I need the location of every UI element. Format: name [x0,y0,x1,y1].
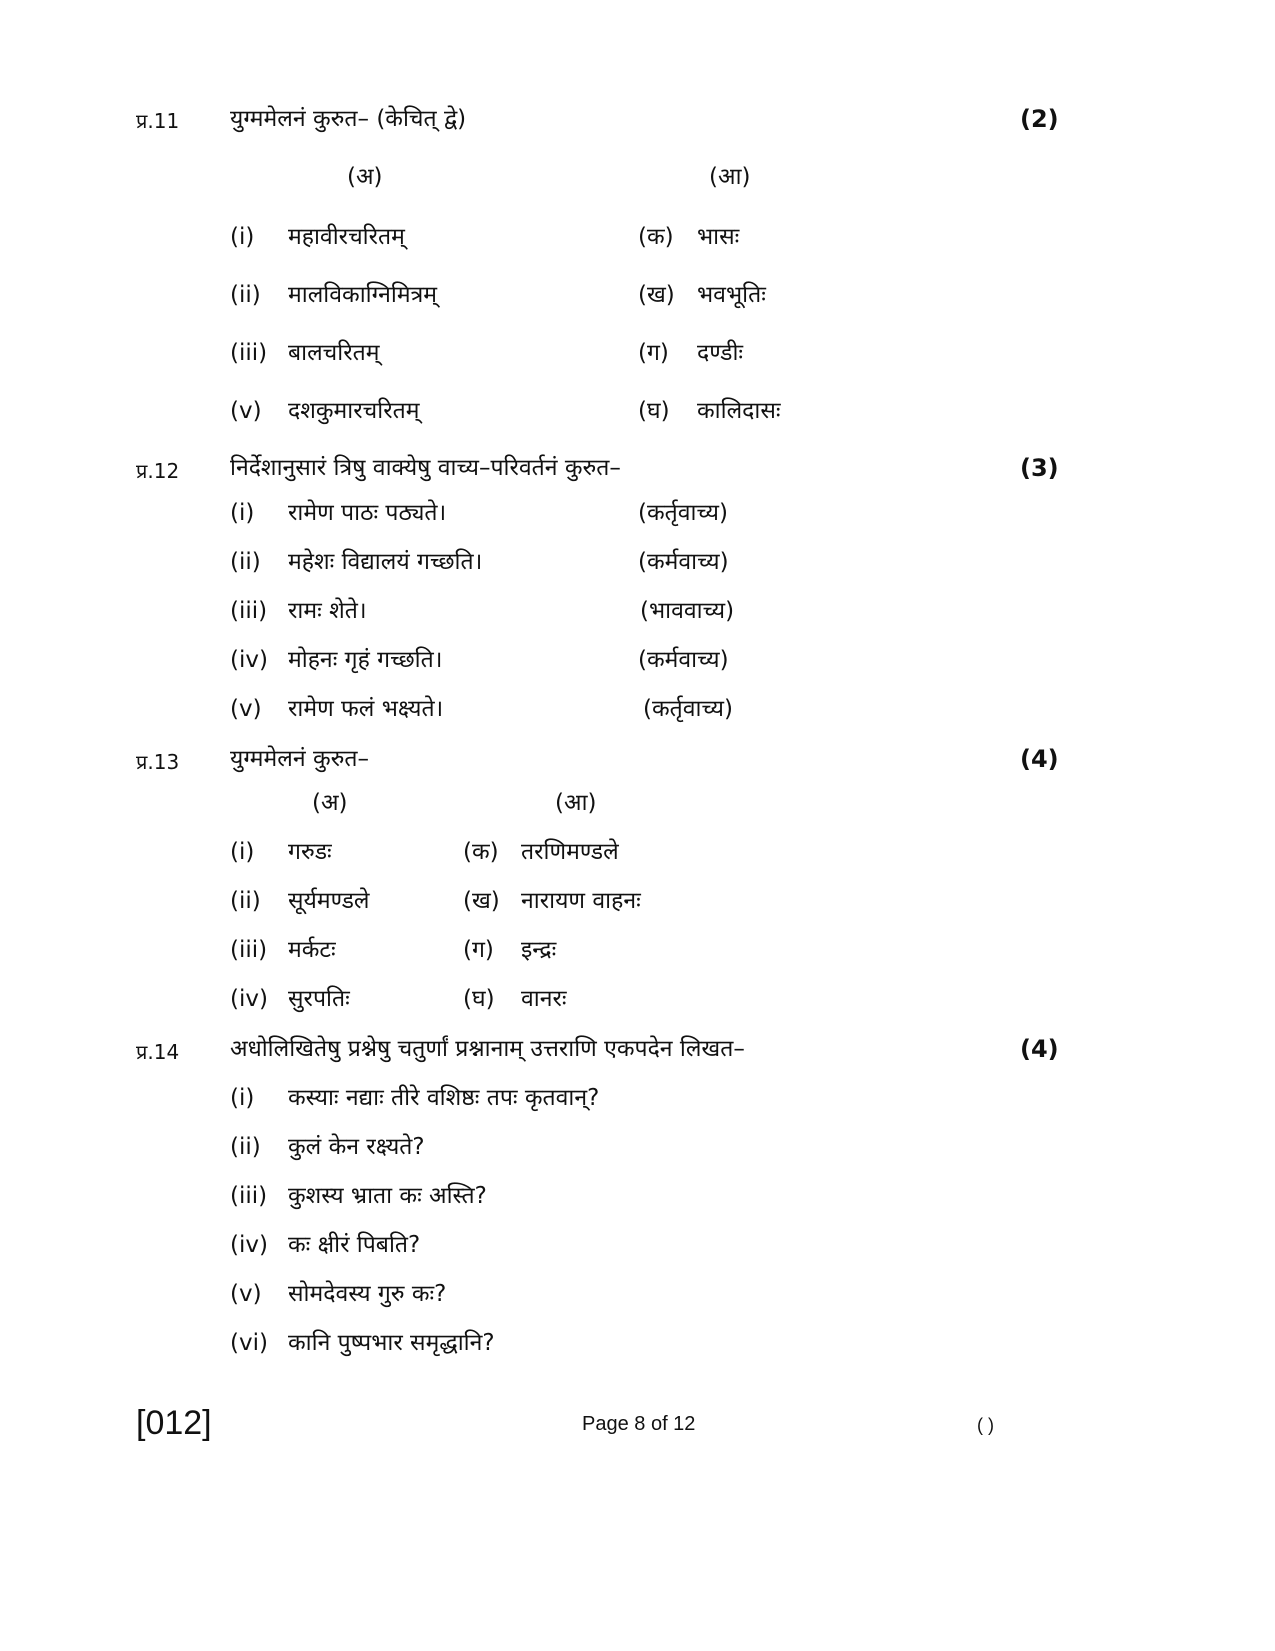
q12-row-sentence: रामेण पाठः पठ्यते। [288,500,447,526]
q12-row-voice: (भाववाच्य) [640,598,735,624]
q11-row-right: भवभूतिः [697,282,766,308]
q14-row-index: (iii) [230,1183,268,1209]
q14-row-question: कः क्षीरं पिबति? [288,1232,421,1258]
q11-col-a-header: (अ) [347,164,383,190]
q11-row-index: (i) [230,224,255,250]
q12-instruction: निर्देशानुसारं त्रिषु वाक्येषु वाच्य–परिवर्तनं कुरुत– [230,455,621,481]
q11-row-left: महावीरचरितम् [288,224,405,250]
q11-row-index: (v) [230,398,262,424]
q13-row-left: सुरपतिः [288,986,350,1012]
q12-row-sentence: रामः शेते। [288,598,367,624]
q13-row-right: वानरः [521,986,567,1012]
q11-row-left: बालचरितम् [288,340,380,366]
footer-paper-code: [012] [136,1404,212,1442]
q13-row-key: (घ) [463,986,495,1012]
q11-row-index: (iii) [230,340,268,366]
q12-row-index: (iii) [230,598,268,624]
q12-row-voice: (कर्तृवाच्य) [638,500,728,526]
q14-instruction: अधोलिखितेषु प्रश्नेषु चतुर्णां प्रश्नानाम् उत्तराणि एकपदेन लिखत– [230,1036,745,1062]
q13-row-left: सूर्यमण्डले [288,888,370,914]
q13-row-index: (iv) [230,986,268,1012]
q11-col-b-header: (आ) [709,164,751,190]
q14-row-question: कानि पुष्पभार समृद्धानि? [288,1330,495,1356]
q11-row-right: दण्डीः [697,340,744,366]
q11-row-key: (ख) [638,282,675,308]
q11-marks: (2) [1020,105,1059,133]
q14-row-question: कस्याः नद्याः तीरे वशिष्ठः तपः कृतवान्? [288,1085,600,1111]
q11-row-right: कालिदासः [697,398,781,424]
q11-row-key: (ग) [638,340,669,366]
q11-number: प्र.11 [136,109,180,133]
q12-row-sentence: रामेण फलं भक्ष्यते। [288,696,444,722]
q13-row-left: मर्कटः [288,937,336,963]
q13-row-index: (ii) [230,888,261,914]
q12-marks: (3) [1020,454,1059,482]
q11-row-left: मालविकाग्निमित्रम् [288,282,438,308]
q12-row-voice: (कर्मवाच्य) [638,647,729,673]
q14-row-index: (v) [230,1281,262,1307]
q13-row-right: तरणिमण्डले [521,839,619,865]
q14-row-question: कुशस्य भ्राता कः अस्ति? [288,1183,487,1209]
q14-row-index: (i) [230,1085,255,1111]
q14-number: प्र.14 [136,1040,180,1064]
q13-row-index: (i) [230,839,255,865]
q13-col-b-header: (आ) [555,790,597,816]
q13-row-right: इन्द्रः [521,937,557,963]
q12-row-voice: (कर्मवाच्य) [638,549,729,575]
q11-row-left: दशकुमारचरितम् [288,398,420,424]
q14-row-question: कुलं केन रक्ष्यते? [288,1134,425,1160]
q14-row-index: (iv) [230,1232,268,1258]
q13-row-right: नारायण वाहनः [521,888,641,914]
q12-row-index: (v) [230,696,262,722]
footer-paren: ( ) [977,1415,994,1435]
q13-row-left: गरुडः [288,839,332,865]
q12-row-index: (iv) [230,647,268,673]
q12-row-voice: (कर्तृवाच्य) [643,696,733,722]
q14-row-question: सोमदेवस्य गुरु कः? [288,1281,447,1307]
q11-row-key: (घ) [638,398,670,424]
q13-number: प्र.13 [136,750,180,774]
q13-row-key: (ख) [463,888,500,914]
footer-page-number: Page 8 of 12 [582,1413,696,1435]
q13-marks: (4) [1020,745,1059,773]
q14-row-index: (vi) [230,1330,268,1356]
q13-instruction: युग्ममेलनं कुरुत– [230,746,370,772]
q12-row-sentence: महेशः विद्यालयं गच्छति। [288,549,483,575]
q12-number: प्र.12 [136,459,180,483]
q13-row-key: (क) [463,839,499,865]
q11-instruction: युग्ममेलनं कुरुत– (केचित् द्वे) [230,106,467,132]
q14-marks: (4) [1020,1035,1059,1063]
q14-row-index: (ii) [230,1134,261,1160]
q11-row-key: (क) [638,224,674,250]
q13-row-index: (iii) [230,937,268,963]
q11-row-right: भासः [697,224,740,250]
q13-row-key: (ग) [463,937,494,963]
q11-row-index: (ii) [230,282,261,308]
q12-row-sentence: मोहनः गृहं गच्छति। [288,647,443,673]
q12-row-index: (i) [230,500,255,526]
q13-col-a-header: (अ) [312,790,348,816]
q12-row-index: (ii) [230,549,261,575]
